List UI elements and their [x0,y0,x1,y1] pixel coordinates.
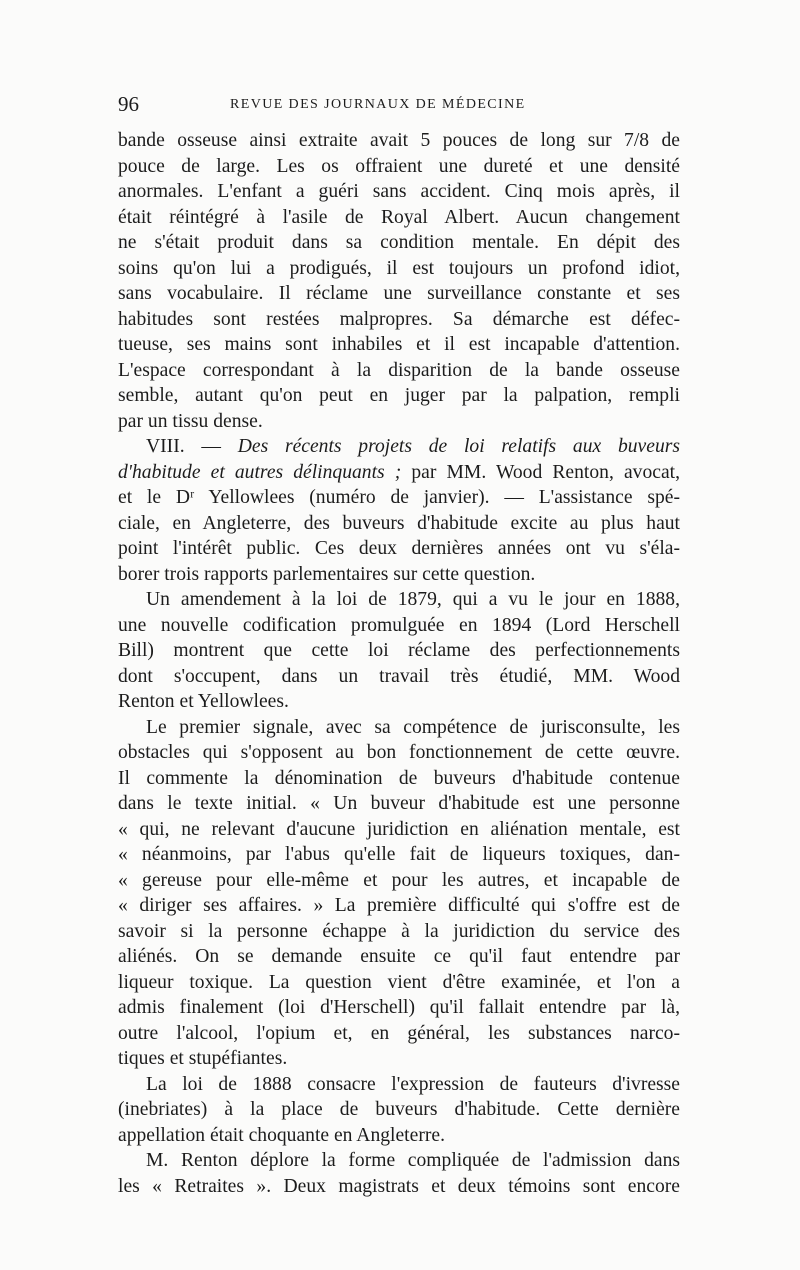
text-line [118,664,680,690]
text-line [118,766,680,792]
text-line [118,613,680,639]
text-line [118,281,680,307]
text-run: une nouvelle codification promulguée en 1894 (Lord Herschell [118,614,680,636]
text-run: appellation était choquante en Angleterre. [118,1124,445,1146]
text-run: Il commente la dénomination de buveurs d'habitude contenue [118,767,680,789]
text-line [118,1148,680,1174]
text-run: (inebriates) à la place de buveurs d'habitude. Cette dernière [118,1099,680,1120]
text-run: VIII. — [146,436,238,457]
text-run: était réintégré à l'asile de Royal Albert. Aucun changement [118,206,680,228]
text-line [118,587,680,613]
body-text [118,128,680,1199]
text-line [118,256,680,282]
italic-text: Des récents projets de loi relatifs aux buveurs [237,436,680,457]
text-run: Le premier signale, avec sa compétence de jurisconsulte, les [146,716,680,738]
text-run: admis finalement (loi d'Herschell) qu'il fallait entendre par là, [118,997,680,1018]
text-run: et le Dʳ Yellowlees (numéro de janvier). — L'assistance spé- [118,487,680,508]
text-run: Un amendement à la loi de 1879, qui a vu le jour en 1888, [146,589,680,610]
text-line [118,307,680,333]
text-run: par un tissu dense. [118,410,263,432]
text-run: M. Renton déplore la forme compliquée de l'admission dans [146,1150,680,1171]
text-run: habitudes sont restées malpropres. Sa démarche est défec- [118,308,680,330]
text-line [118,511,680,537]
text-run: dont s'occupent, dans un travail très étudié, MM. Wood [118,665,680,687]
text-run: point l'intérêt public. Ces deux dernières années ont vu s'éla- [118,538,680,559]
text-run: « qui, ne relevant d'aucune juridiction en aliénation mentale, est [118,818,680,840]
text-run: ne s'était produit dans sa condition mentale. En dépit des [118,232,680,253]
text-line [118,358,680,384]
text-line [118,893,680,919]
text-run: La loi de 1888 consacre l'expression de fauteurs d'ivresse [146,1073,680,1095]
text-line [118,995,680,1021]
text-run: « néanmoins, par l'abus qu'elle fait de liqueurs toxiques, dan- [118,844,680,865]
text-line [118,1021,680,1047]
text-run: liqueur toxique. La question vient d'être examinée, et l'on a [118,971,680,993]
page-number: 96 [118,92,139,116]
text-line [118,434,680,460]
text-run: anormales. L'enfant a guéri sans accident. Cinq mois après, il [118,181,680,202]
text-line [118,409,680,435]
text-line [118,919,680,945]
text-line [118,1046,680,1072]
text-line [118,715,680,741]
italic-text: d'habitude et autres délinquants ; [118,461,402,483]
text-line [118,230,680,256]
text-run: « gereuse pour elle-même et pour les autres, et incapable de [118,869,680,891]
text-line [118,383,680,409]
text-line [118,179,680,205]
text-run: sans vocabulaire. Il réclame une surveillance constante et ses [118,283,680,304]
text-run: dans le texte initial. « Un buveur d'habitude est une personne [118,793,680,814]
text-line [118,460,680,486]
text-run: par MM. Wood Renton, avocat, [401,461,680,483]
text-line [118,128,680,154]
text-run: Renton et Yellowlees. [118,691,289,712]
text-run: soins qu'on lui a prodigués, il est toujours un profond idiot, [118,257,680,279]
text-line [118,332,680,358]
text-line [118,868,680,894]
text-line [118,740,680,766]
text-run: obstacles qui s'opposent au bon fonctionnement de cette œuvre. [118,742,680,763]
text-run: tiques et stupéfiantes. [118,1048,288,1069]
text-run: aliénés. On se demande ensuite ce qu'il faut entendre par [118,946,680,967]
text-run: savoir si la personne échappe à la juridiction du service des [118,920,680,942]
text-line [118,154,680,180]
text-run: borer trois rapports parlementaires sur cette question. [118,563,536,585]
text-run: les « Retraites ». Deux magistrats et deux témoins sont encore [118,1175,680,1197]
text-run: bande osseuse ainsi extraite avait 5 pouces de long sur 7/8 de [118,130,680,151]
text-run: tueuse, ses mains sont inhabiles et il est incapable d'attention. [118,334,680,355]
text-line [118,1174,680,1200]
text-line [118,536,680,562]
journal-title: REVUE DES JOURNAUX DE MÉDECINE [230,97,526,112]
text-line [118,1123,680,1149]
text-run: L'espace correspondant à la disparition de la bande osseuse [118,359,680,381]
text-run: Bill) montrent que cette loi réclame des perfectionnements [118,640,680,661]
text-line [118,205,680,231]
text-line [118,817,680,843]
text-run: « diriger ses affaires. » La première difficulté qui s'offre est de [118,895,680,916]
text-line [118,485,680,511]
text-run: ciale, en Angleterre, des buveurs d'habitude excite au plus haut [118,512,680,534]
text-run: outre l'alcool, l'opium et, en général, les substances narco- [118,1022,680,1044]
text-run: semble, autant qu'on peut en juger par la palpation, rempli [118,385,680,406]
text-line [118,1072,680,1098]
text-line [118,638,680,664]
running-head [118,92,678,116]
text-line [118,970,680,996]
text-line [118,944,680,970]
text-line [118,689,680,715]
text-line [118,562,680,588]
text-line [118,1097,680,1123]
text-line [118,791,680,817]
text-run: pouce de large. Les os offraient une dureté et une densité [118,155,680,177]
text-line [118,842,680,868]
